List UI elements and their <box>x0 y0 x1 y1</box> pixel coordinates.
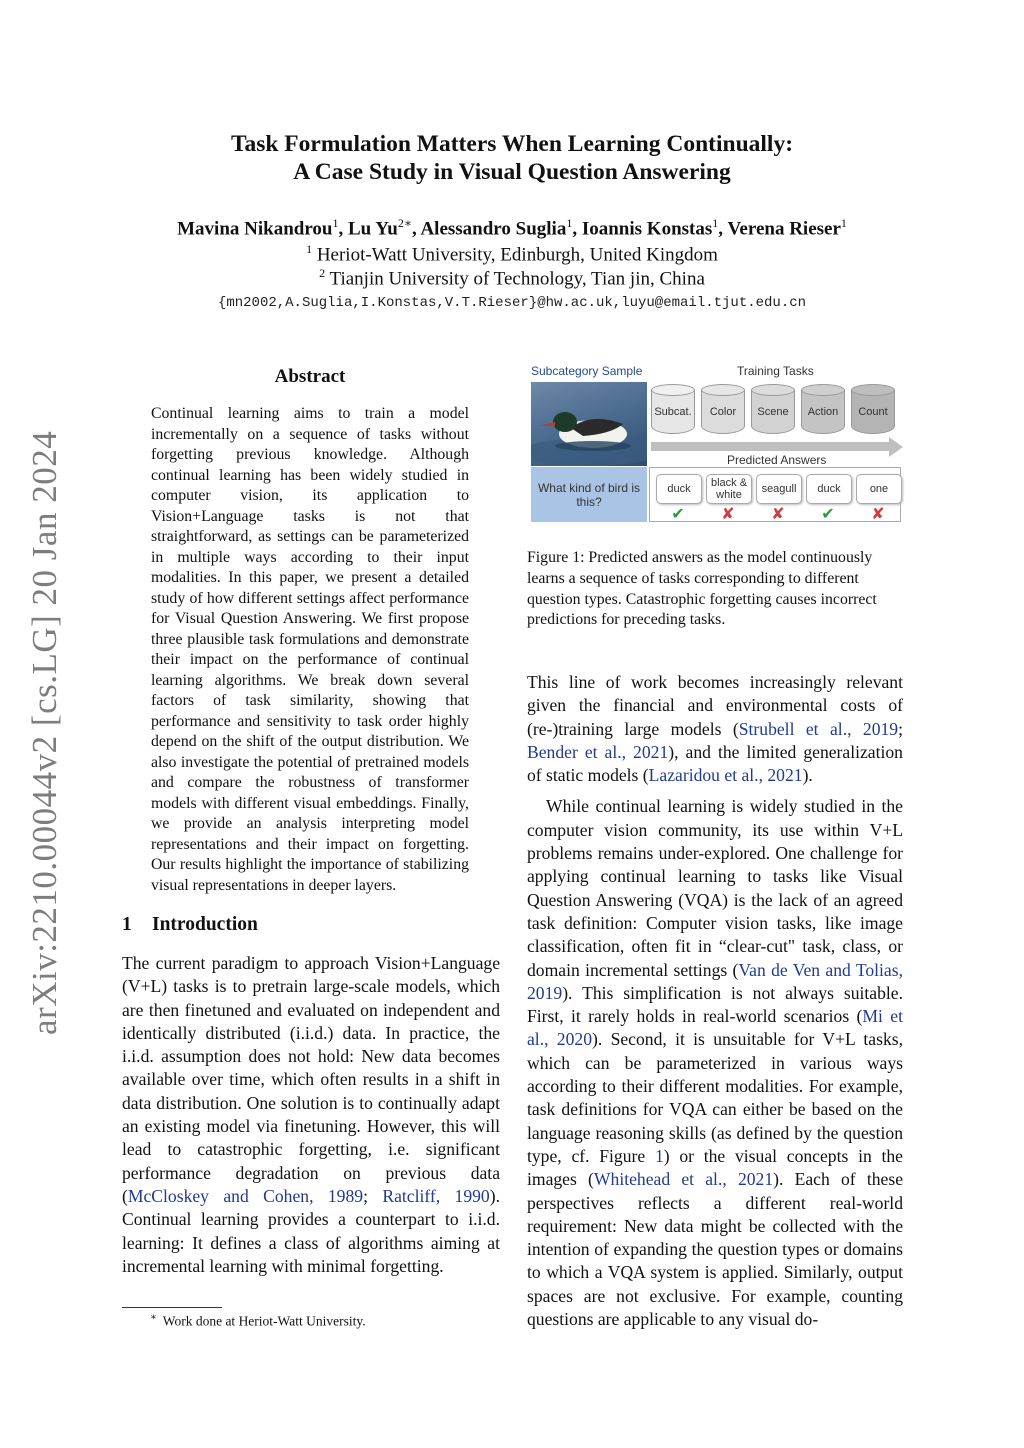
affiliation-1: $^1$ Heriot-Watt University, Edinburgh, United Kingdom <box>306 242 718 266</box>
right-column-text: This line of work becomes increasingly relevant given the financial and environmental costs of (re-)training large models (Strubell et al., 2019; Bender et al., 2021), and the limited generalization of static models (Lazaridou et al., 2021). While continual learning is widely studied in the computer vision community, its use within V+L problems remains under-explored. One challenge for applying continual learning to tasks like Visual Question Answering (VQA) is the lack of an agreed task definition: Computer vision tasks, like image classification, often fit in “clear-cut" task, class, or domain incremental settings (Van de Ven and Tolias, 2019). This simplification is not always suitable. First, it rarely holds in real-world scenarios (Mi et al., 2020). Second, it is unsuitable for V+L tasks, which can be parameterized in various ways according to their different modalities. For example, task definitions for VQA can either be based on the language reasoning skills (as defined by the question type, cf. Figure 1) or the visual concepts in the images (Whitehead et al., 2021). Each of these perspectives reflects a different real-world requirement: New data might be collected with the intention of expanding the question types or domains to which a VQA system is applied. Similarly, output spaces are not exclusive. For example, counting questions are applicable to any visual do- <box>527 672 904 1330</box>
section-heading-introduction: 1 Introduction <box>122 914 258 935</box>
footnote: ∗ Work done at Heriot-Watt University. <box>150 1312 366 1329</box>
task-cylinder-action <box>801 384 845 434</box>
citation-link[interactable]: Lazaridou et al., 2021 <box>648 765 803 786</box>
task-label: Color <box>701 390 745 434</box>
task-label: Subcat. <box>651 390 695 434</box>
training-arrow <box>651 442 891 451</box>
citation-link[interactable]: Strubell et al., 2019 <box>738 718 899 739</box>
cross-icon: ✘ <box>721 506 735 523</box>
figure-caption: Figure 1: Predicted answers as the model continuously learns a sequence of tasks corresponding to different question types. Catastrophic forgetting causes incorrect predictions for preceding tasks. <box>527 549 877 629</box>
figure-1 <box>531 364 903 524</box>
citation-link[interactable]: Whitehead et al., 2021 <box>593 1169 774 1190</box>
citation-link[interactable]: Van de Ven and Tolias, 2019 <box>527 959 903 1003</box>
title-line-1: Task Formulation Matters When Learning Continually: <box>230 131 794 157</box>
cross-icon: ✘ <box>771 506 785 523</box>
figure-ref-link[interactable]: 1 <box>654 1145 664 1166</box>
author-name: Lu Yu <box>348 218 398 240</box>
task-cylinder-scene <box>751 384 795 434</box>
answer-chip: duck <box>806 474 852 504</box>
task-cylinder-color <box>701 384 745 434</box>
author-list: Mavina Nikandrou$^1$, Lu $Yu^{2∗}$, Alessandro Suglia$^1$, Ioannis Konstas$^1$, Verena Rieser$^1$ <box>177 216 847 240</box>
answer-chip: black & white <box>706 474 752 504</box>
subcategory-sample-label: Subcategory Sample <box>531 364 643 378</box>
citation-link[interactable]: McCloskey and Cohen, 1989 <box>127 1185 364 1206</box>
answer-chip: duck <box>656 474 702 504</box>
task-label: Count <box>851 390 895 434</box>
cross-icon: ✘ <box>871 506 885 523</box>
author-name: Mavina Nikandrou <box>177 218 333 240</box>
author-name: Ioannis Konstas <box>581 218 713 240</box>
answer-chip: seagull <box>756 474 802 504</box>
task-cylinder-count <box>851 384 895 434</box>
citation-link[interactable]: Mi et al., 2020 <box>527 1006 903 1050</box>
task-cylinder-subcat <box>651 384 695 434</box>
title-line-2: A Case Study in Visual Question Answering <box>293 159 731 185</box>
abstract-heading: Abstract <box>274 366 346 387</box>
training-tasks-label: Training Tasks <box>737 364 814 378</box>
author-name: Alessandro Suglia <box>420 218 567 240</box>
author-emails: {mn2002,A.Suglia,I.Konstas,V.T.Rieser}@hw.ac.uk,luyu@email.tjut.edu.cn <box>217 295 807 311</box>
task-label: Scene <box>751 390 795 434</box>
check-icon: ✔ <box>821 506 835 523</box>
paper-title <box>0 130 1024 186</box>
author-name: Verena Rieser <box>727 218 841 240</box>
task-label: Action <box>801 390 845 434</box>
bird-photo <box>531 382 647 466</box>
footnote-rule <box>122 1307 222 1308</box>
arxiv-stamp: arXiv:2210.00044v2 [cs.LG] 20 Jan 2024 <box>25 430 64 1035</box>
introduction-text: The current paradigm to approach Vision+Language (V+L) tasks is to pretrain large-scale models, which are then finetuned and evaluated on independent and identically distributed (i.i.d.) data. In practice, the i.i.d. assumption does not hold: New data becomes available over time, which often results in a shift in data distribution. One solution is to continually adapt an existing model via finetuning. However, this will lead to catastrophic forgetting, i.e. significant performance degradation on previous data (McCloskey and Cohen, 1989; Ratcliff, 1990). Continual learning provides a counterpart to i.i.d. learning: It defines a class of algorithms aiming at incremental learning with minimal forgetting. <box>122 953 500 1276</box>
affiliation-2: $^2$ Tianjin University of Technology, Tian jin, China <box>319 266 705 290</box>
abstract-text: Continual learning aims to train a model incrementally on a sequence of tasks without forgetting previous knowledge. Although continual learning has been widely studied in computer vision, its application to Vision+Language tasks is not that straightforward, as settings can be parameterized in multiple ways according to their input modalities. In this paper, we present a detailed study of how different settings affect performance for Visual Question Answering. We first propose three plausible task formulations and demonstrate their impact on the performance of continual learning algorithms. We break down several factors of task similarity, showing that performance and sensitivity to task order highly depend on the shift of the output distribution. We also investigate the potential of pretrained models and compare the robustness of transformer models with different visual embeddings. Finally, we provide an analysis interpreting model representations and their impact on forgetting. Our results highlight the importance of stabilizing visual representations in deeper layers. <box>151 405 469 894</box>
question-box: What kind of bird is this? <box>531 467 647 522</box>
training-arrow-head <box>889 437 903 457</box>
answer-chip: one <box>856 474 902 504</box>
citation-link[interactable]: Ratcliff, 1990 <box>382 1185 490 1206</box>
task-color-swatch <box>651 384 695 396</box>
predicted-answers-label: Predicted Answers <box>727 453 827 467</box>
citation-link[interactable]: Bender et al., 2021 <box>527 741 669 762</box>
answers-panel <box>649 467 901 522</box>
check-icon: ✔ <box>671 506 685 523</box>
